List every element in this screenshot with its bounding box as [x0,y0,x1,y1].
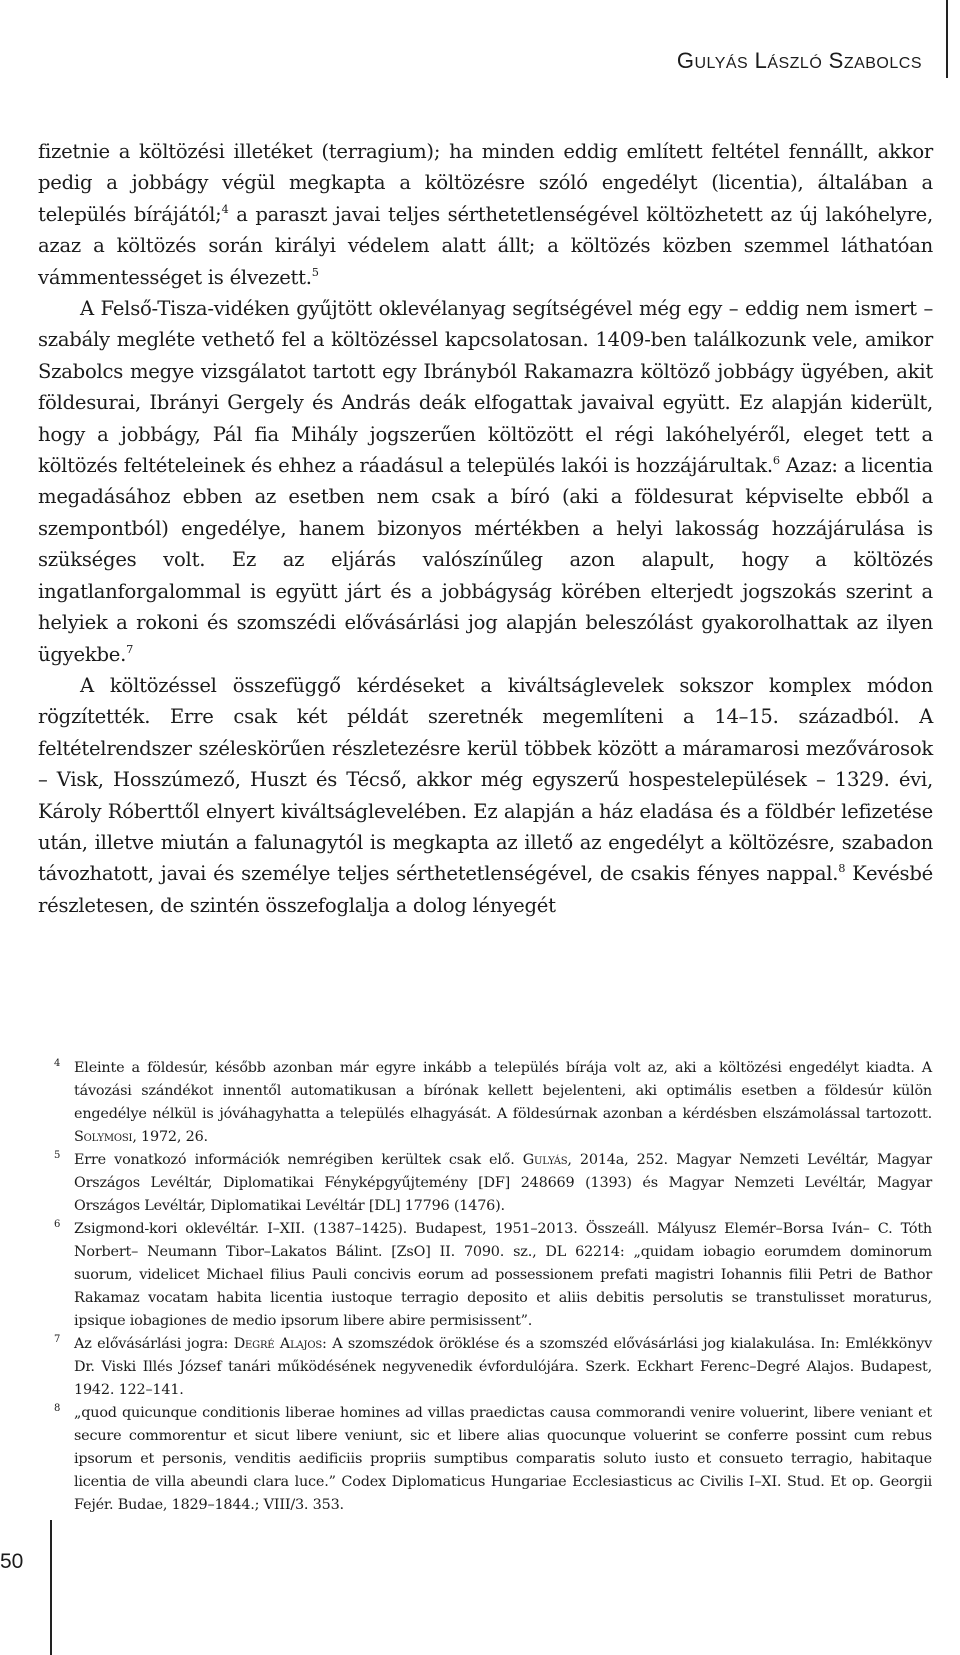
footnote-8 [52,1402,932,1517]
paragraph-2-text-b: Azaz: a licentia megadásához ebben az esetben nem csak a bíró (aki a földesurat képviselte ebből a szempontból) engedélye, hanem bizonyos mértékben a helyi lakosság hozzájárulása is szükséges volt. Ez az eljárás valószínűleg azon alapult, hogy a költözés ingatlanforgalommal is együtt járt és a jobbágyság körében elterjedt jogszokás szerint a helyiek a rokoni és szomszédi elővásárlási jog alapján beleszólást gyakorolhattak az ilyen ügyekbe. [38,454,933,666]
footnote-ref-4[interactable]: 4 [221,201,229,216]
footnote-ref-5[interactable]: 5 [311,264,319,279]
footnote-7 [52,1333,932,1402]
author-middle-rest: ÁSZLÓ [767,55,823,72]
page-number-rule [50,1520,52,1655]
footnote-text: Az elővásárlási jogra: [74,1336,234,1352]
footnote-text: Zsigmond-kori oklevéltár. I–XII. (1387–1425). Budapest, 1951–2013. Összeáll. Mályusz Elemér–Borsa Iván– C. Tóth Norbert– Neumann Tibor–Lakatos Bálint. [ZsO] II. 7090. sz., DL 62214: „quidam iobagio eorumdem dominorum suorum, videlicet Michael filius Pauli concivis eorum ad possessionem prefati magistri Iohannis filii Petri de Bathor Rakamaz vocatam habita licentia iustoque terragio deposito et aliis debitis persolutis se transtulisset moraturus, ipsique iobagiones de medio ipsorum libere abire permisissent”. [74,1221,932,1329]
footnote-4 [52,1057,932,1149]
paragraph-3 [38,670,933,921]
footnote-ref-8[interactable]: 8 [838,861,846,876]
footnote-text: Eleinte a földesúr, később azonban már egyre inkább a település bírája volt az, aki a költözési engedélyt kiadta. A távozási szándékot innentől automatikusan a bírónak kellett bejelenteni, aki optimális esetben a földesúr külön engedélye nélkül is jóváhagyhatta a település elhagyását. A földesúrnak azonban a kérdésben elszámolással tartozott. [74,1060,932,1122]
footnote-number: 7 [54,1334,61,1345]
footnote-text: „quod quicunque conditionis liberae homines ad villas praedictas causa commorandi venire voluerint, libere veniant et secure commorentur et sicut libere veniunt, sic et libere alias quocunque voluerint se conferre possint cum rebus ipsorum et personis, venditis aedificiis propriis sumptibus comparatis soluto iusto et consueto terragio, habitaque licentia de villa abeundi clara luce.” Codex Diplomaticus Hungariae Ecclesiasticus ac Civilis I–XI. Stud. Et op. Georgii Fejér. Budae, 1829–1844.; VIII/3. 353. [74,1405,932,1513]
footnote-5 [52,1149,932,1218]
author-last-initial: S [828,48,844,73]
footnote-number: 6 [54,1219,61,1230]
footnote-number: 8 [54,1403,61,1414]
paragraph-2 [38,293,933,670]
body-text [38,136,933,921]
paragraph-1-text-a: fizetnie a költözési illetéket (terragium); ha minden eddig említett feltétel fennállt, akkor pedig a jobbágy végül megkapta a költözésre szóló engedélyt (licentia), általában a település bírájától; [38,140,933,226]
footnote-author: Degré Alajos [233,1336,323,1352]
author-middle-initial: L [754,48,768,73]
footnote-text: : A szomszédok öröklése és a szomszéd elővásárlási jog kialakulása. In: Emlékkönyv Dr. Viski Illés József tanári működésének negyvenedik évfordulójára. Szerk. Eckhart Ferenc–Degré Alajos. Budapest, 1942. 122–141. [74,1336,932,1398]
header-rule [946,0,948,78]
footnote-number: 5 [54,1150,61,1161]
page-number: 50 [0,1550,24,1573]
paragraph-1 [38,136,933,293]
footnote-text: Erre vonatkozó információk nemrégiben kerültek csak elő. [74,1152,523,1168]
running-head-author [677,48,922,74]
paragraph-3-text-b: Kevésbé részletesen, de szintén összefoglalja a dolog lényegét [38,862,934,917]
footnotes [52,1057,932,1517]
footnote-author: Solymosi [74,1129,133,1145]
footnote-6 [52,1218,932,1333]
paragraph-3-text-a: A költözéssel összefüggő kérdéseket a kiváltságlevelek sokszor komplex módon rögzítették. Erre csak két példát szeretnék megemlíteni a 14–15. századból. A feltételrendszer széleskörűen részletezésre kerül többek között a máramarosi mezővárosok – Visk, Hosszúmező, Huszt és Técső, akkor még egyszerű hospestelepülések – 1329. évi, Károly Róberttől elnyert kiváltságlevelében. Ez alapján a ház eladása és a földbér lefizetése után, illetve miután a falunagytól is megkapta az illető az engedélyt a költözésre, szabadon távozhatott, javai és személye teljes sérthetetlenségével, de csakis fényes nappal. [38,673,933,886]
footnote-ref-6[interactable]: 6 [772,452,780,467]
footnote-number: 4 [54,1058,61,1069]
paragraph-1-text-b: a paraszt javai teljes sérthetetlenségével költözhetett az új lakóhelyre, azaz a költözés során királyi védelem alatt állt; a költözés közben szemmel láthatóan vámmentességet is élvezett. [38,202,933,289]
footnote-text: , 1972, 26. [132,1129,208,1145]
paragraph-2-text-a: A Felső-Tisza-vidéken gyűjtött oklevélanyag segítségével még egy – eddig nem ismert – szabály megléte vethető fel a költözéssel kapcsolatosan. 1409-ben találkozunk vele, amikor Szabolcs megye vizsgálatot tartott egy Ibrányból Rakamazra költöző jobbágy ügyében, akit földesurai, Ibrányi Gergely és András deák elfogattak javaival együtt. Ez alapján kiderült, hogy a jobbágy, Pál fia Mihály jogszerűen költözött el régi lakóhelyéről, eleget tett a költözés feltételeinek és ehhez a ráadásul a település lakói is hozzájárultak. [38,297,933,478]
footnote-ref-7[interactable]: 7 [126,641,134,656]
footnote-author: Gulyás [522,1152,568,1168]
footnote-text: , 2014a, 252. Magyar Nemzeti Levéltár, Magyar Országos Levéltár, Diplomatikai Fényképgyűjtemény [DF] 248669 (1393) és Magyar Nemzeti Levéltár, Magyar Országos Levéltár, Diplomatikai Levéltár [DL] 17796 (1476). [74,1152,932,1214]
author-first-initial: G [676,48,695,73]
author-first-rest: ULYÁS [694,55,749,72]
author-last-rest: ZABOLCS [843,55,922,72]
